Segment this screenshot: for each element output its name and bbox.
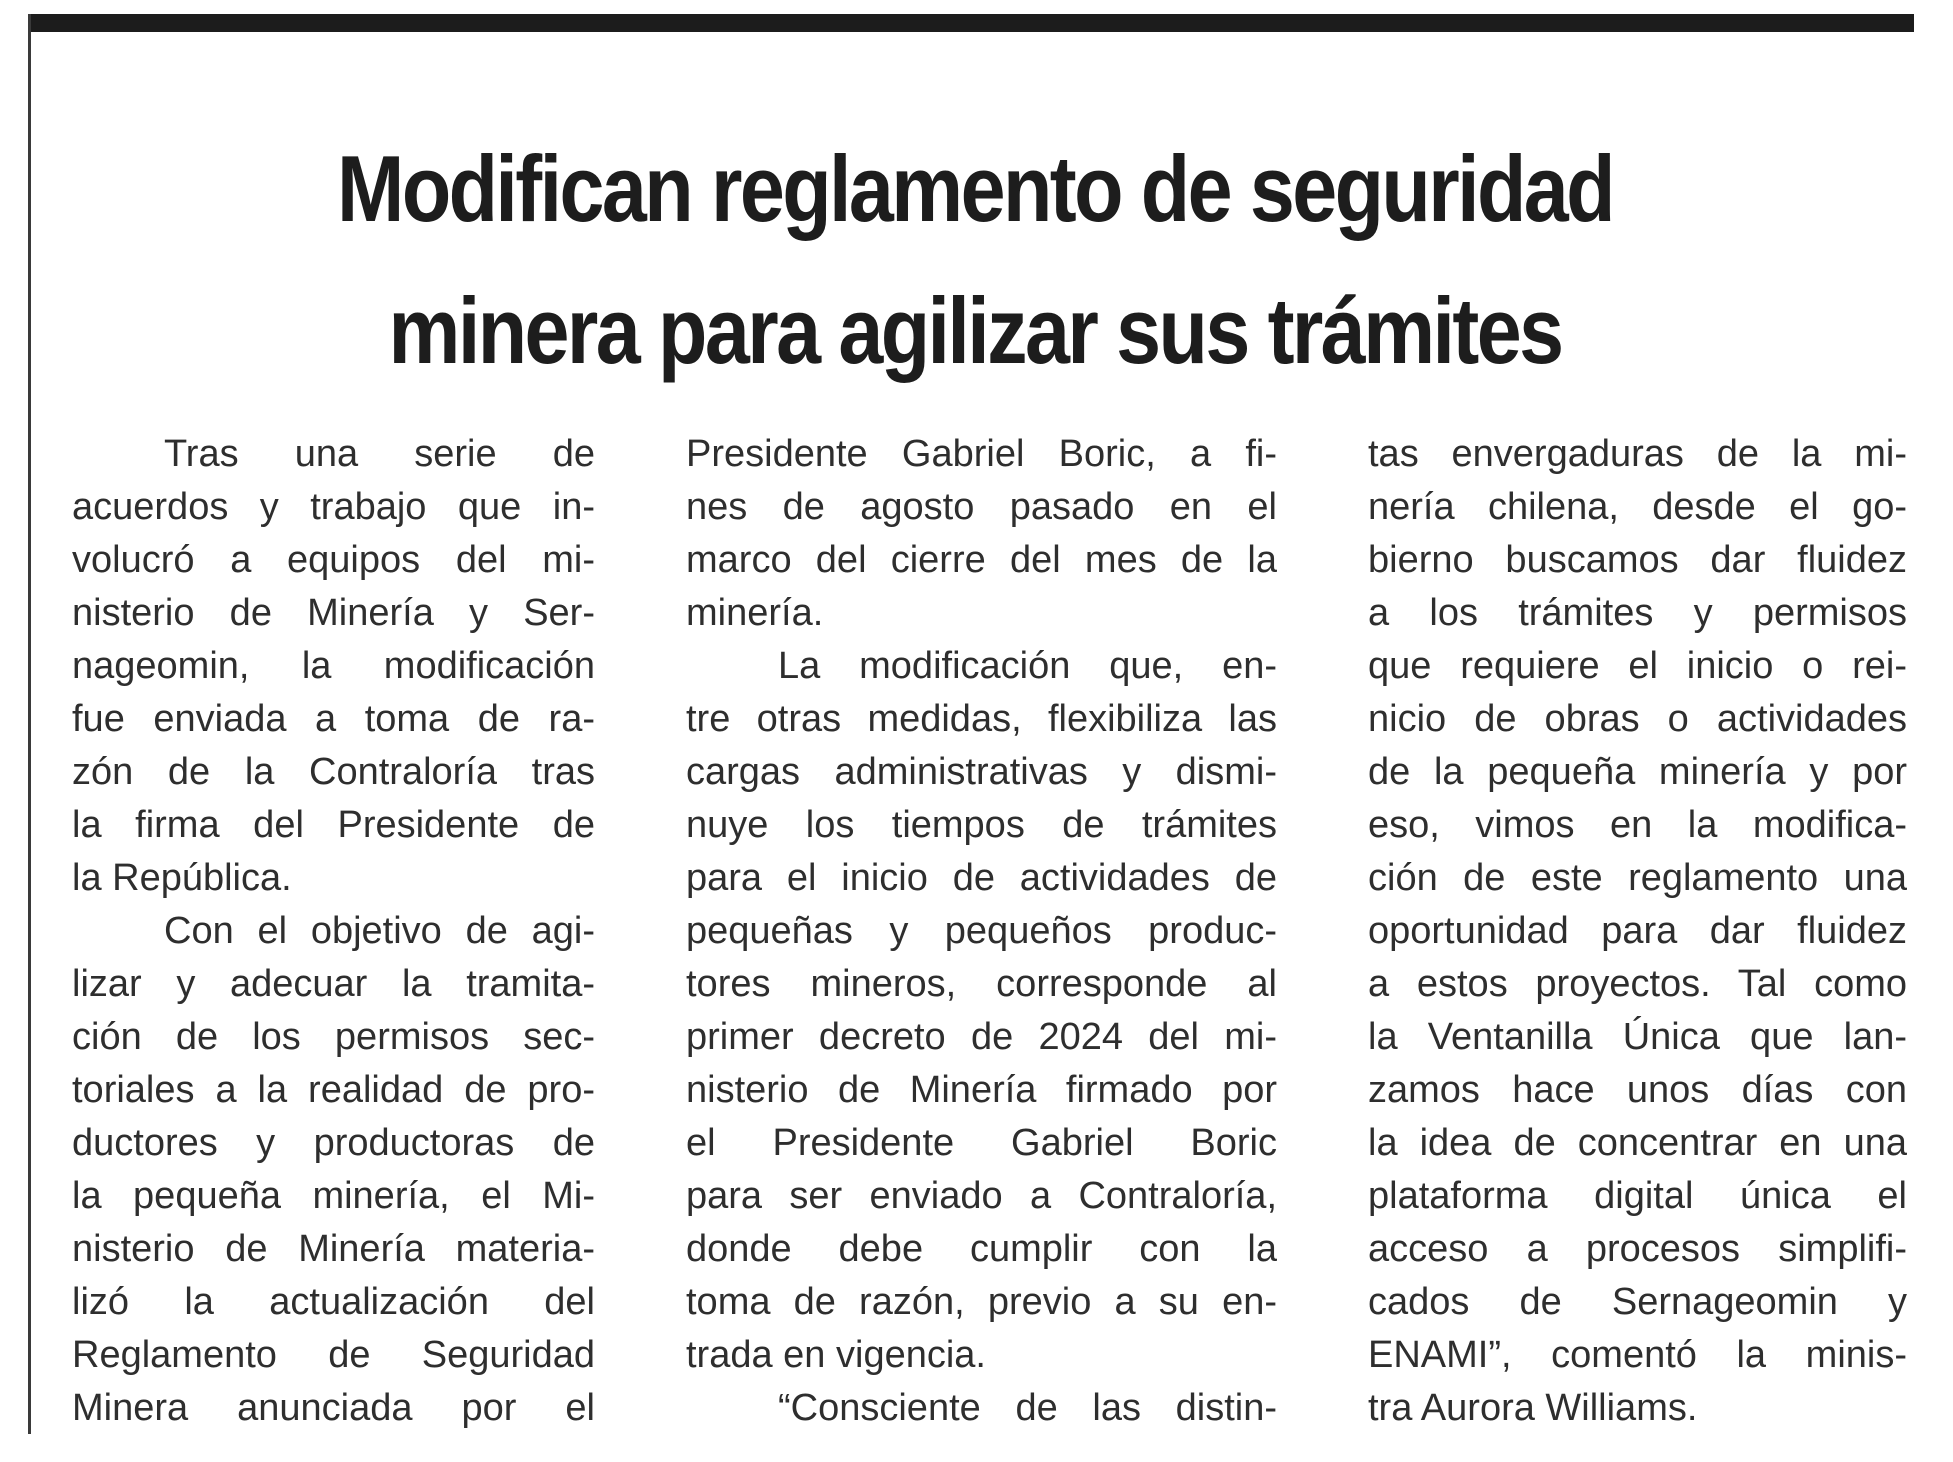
body-text-line: toma de razón, previo a su en- xyxy=(686,1281,1277,1323)
body-text-line: nageomin, la modificación xyxy=(72,645,595,687)
body-text-line: nes de agosto pasado en el xyxy=(686,486,1277,528)
body-text-line: Tras una serie de xyxy=(164,433,595,475)
headline-line: Modifican reglamento de seguridad xyxy=(337,136,1613,241)
body-text-line: Presidente Gabriel Boric, a fi- xyxy=(686,433,1277,475)
body-text-line: trada en vigencia. xyxy=(686,1334,986,1376)
body-text-line: nuye los tiempos de trámites xyxy=(686,804,1277,846)
body-text-line: Con el objetivo de agi- xyxy=(164,910,595,952)
body-text-line: tas envergaduras de la mi- xyxy=(1368,433,1907,475)
headline-line: minera para agilizar sus trámites xyxy=(388,278,1562,383)
body-text-line: zamos hace unos días con xyxy=(1368,1069,1907,1111)
body-text-line: para ser enviado a Contraloría, xyxy=(686,1175,1277,1217)
body-text-line: a los trámites y permisos xyxy=(1368,592,1907,634)
body-text-line: la República. xyxy=(72,857,292,899)
body-text-line: marco del cierre del mes de la xyxy=(686,539,1277,581)
body-text-line: oportunidad para dar fluidez xyxy=(1368,910,1907,952)
left-column-rule xyxy=(28,14,31,1434)
body-text-line: a estos proyectos. Tal como xyxy=(1368,963,1907,1005)
body-text-line: de la pequeña minería y por xyxy=(1368,751,1907,793)
body-text-line: lizar y adecuar la tramita- xyxy=(72,963,595,1005)
body-text-line: que requiere el inicio o rei- xyxy=(1368,645,1907,687)
body-text-line: nisterio de Minería y Ser- xyxy=(72,592,595,634)
body-text-line: toriales a la realidad de pro- xyxy=(72,1069,595,1111)
body-text-line: Reglamento de Seguridad xyxy=(72,1334,595,1376)
body-text-line: volucró a equipos del mi- xyxy=(72,539,595,581)
body-text-line: nicio de obras o actividades xyxy=(1368,698,1907,740)
body-text-line: ción de los permisos sec- xyxy=(72,1016,595,1058)
body-text-line: la idea de concentrar en una xyxy=(1368,1122,1907,1164)
body-text-line: cargas administrativas y dismi- xyxy=(686,751,1277,793)
body-text-line: lizó la actualización del xyxy=(72,1281,595,1323)
body-text-line: ENAMI”, comentó la minis- xyxy=(1368,1334,1907,1376)
body-text-line: pequeñas y pequeños produc- xyxy=(686,910,1277,952)
body-text-line: acuerdos y trabajo que in- xyxy=(72,486,595,528)
article-column-2 xyxy=(686,428,1277,1435)
body-text-line: tra Aurora Williams. xyxy=(1368,1387,1698,1429)
body-text-line: la pequeña minería, el Mi- xyxy=(72,1175,595,1217)
body-text-line: donde debe cumplir con la xyxy=(686,1228,1277,1270)
article-headline xyxy=(188,118,1762,402)
body-text-line: ción de este reglamento una xyxy=(1368,857,1907,899)
body-text-line: nisterio de Minería materia- xyxy=(72,1228,595,1270)
body-text-line: la Ventanilla Única que lan- xyxy=(1368,1016,1907,1058)
body-text-line: para el inicio de actividades de xyxy=(686,857,1277,899)
body-text-line: la firma del Presidente de xyxy=(72,804,595,846)
body-text-line: “Consciente de las distin- xyxy=(778,1387,1277,1429)
body-text-line: Minera anunciada por el xyxy=(72,1387,595,1429)
body-text-line: zón de la Contraloría tras xyxy=(72,751,595,793)
body-text-line: eso, vimos en la modifica- xyxy=(1368,804,1907,846)
body-text-line: bierno buscamos dar fluidez xyxy=(1368,539,1907,581)
body-text-line: La modificación que, en- xyxy=(778,645,1277,687)
body-text-line: acceso a procesos simplifi- xyxy=(1368,1228,1907,1270)
body-text-line: tores mineros, corresponde al xyxy=(686,963,1277,1005)
body-text-line: plataforma digital única el xyxy=(1368,1175,1907,1217)
top-rule xyxy=(28,14,1914,32)
body-text-line: nisterio de Minería firmado por xyxy=(686,1069,1277,1111)
body-text-line: tre otras medidas, flexibiliza las xyxy=(686,698,1277,740)
body-text-line: el Presidente Gabriel Boric xyxy=(686,1122,1277,1164)
body-text-line: cados de Sernageomin y xyxy=(1368,1281,1907,1323)
article-column-1 xyxy=(72,428,595,1435)
body-text-line: nería chilena, desde el go- xyxy=(1368,486,1907,528)
body-text-line: minería. xyxy=(686,592,824,634)
article-column-3 xyxy=(1368,428,1907,1435)
body-text-line: ductores y productoras de xyxy=(72,1122,595,1164)
body-text-line: fue enviada a toma de ra- xyxy=(72,698,595,740)
body-text-line: primer decreto de 2024 del mi- xyxy=(686,1016,1277,1058)
